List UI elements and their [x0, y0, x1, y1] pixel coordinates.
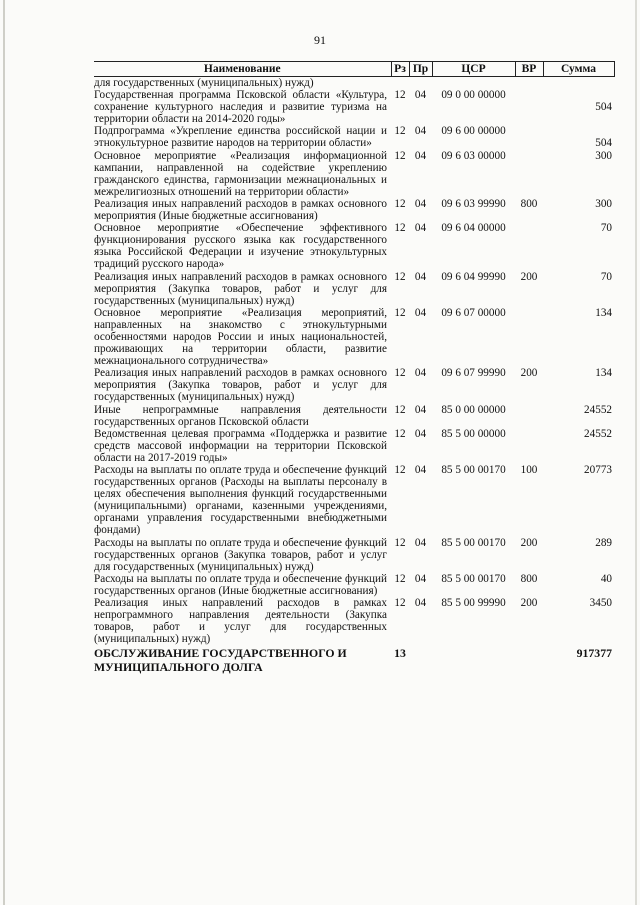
row-vr [515, 125, 543, 149]
header-rz: Рз [391, 62, 409, 77]
section-vr [515, 645, 543, 674]
row-csr: 85 5 00 00000 [441, 427, 506, 440]
row-name: Основное мероприятие «Обеспечение эффективного функционирования русского языка как государственного языка Российской Федерации и изучение этнокультурных традиций русского народа» [94, 222, 387, 271]
table-row [94, 367, 614, 403]
row-csr: 85 5 00 00170 [441, 536, 506, 549]
row-rz: 12 [394, 89, 406, 102]
row-name: Основное мероприятие «Реализация информационной кампании, направленной на содействие укреплению гражданского единства, гармонизации межнациональных и межрелигиозных отношений на территории области» [94, 149, 387, 198]
row-pr: 04 [414, 125, 427, 138]
row-rz: 12 [394, 197, 406, 210]
section-pr [409, 645, 432, 674]
table-row [94, 77, 614, 90]
budget-table [94, 61, 615, 674]
row-name: для государственных (муниципальных) нужд) [94, 77, 314, 89]
row-vr: 200 [520, 597, 538, 610]
row-pr: 04 [414, 427, 427, 440]
header-csr: ЦСР [432, 62, 515, 77]
table-row [94, 89, 614, 125]
scan-left-edge [3, 0, 5, 905]
row-sum [543, 77, 614, 90]
row-pr [409, 77, 432, 90]
table-row [94, 428, 614, 464]
row-pr: 04 [414, 149, 427, 162]
header-sum: Сумма [543, 62, 614, 77]
row-vr [515, 77, 543, 90]
row-csr: 09 6 00 00000 [441, 125, 506, 138]
row-name: Реализация иных направлений расходов в рамках основного мероприятия (Иные бюджетные ассигнования) [94, 197, 387, 223]
row-rz: 12 [394, 536, 406, 549]
row-csr: 85 0 00 00000 [441, 403, 506, 416]
row-csr: 09 6 07 00000 [441, 306, 506, 319]
row-pr: 04 [414, 572, 427, 585]
row-rz: 12 [394, 367, 406, 380]
table-row [94, 271, 614, 307]
row-vr [515, 307, 543, 367]
row-pr: 04 [414, 403, 427, 416]
table-row [94, 404, 614, 428]
row-vr [515, 222, 543, 270]
row-pr: 04 [414, 597, 427, 610]
header-vr: ВР [515, 62, 543, 77]
row-pr: 04 [414, 89, 427, 102]
row-rz: 12 [394, 427, 406, 440]
row-rz: 12 [394, 270, 406, 283]
row-vr: 800 [520, 197, 538, 210]
table-header-row [94, 62, 614, 77]
table-row [94, 464, 614, 537]
row-rz [391, 77, 409, 90]
row-name: Основное мероприятие «Реализация мероприятий, направленных на знакомство с этнокультурными особенностями народов России и иных национальностей, проживающих на территории области, развитие межнационального сотрудничества» [94, 306, 387, 368]
row-sum: 504 [595, 137, 612, 150]
table-row [94, 573, 614, 597]
row-rz: 12 [394, 464, 406, 476]
row-vr [515, 428, 543, 464]
row-csr: 85 5 00 00170 [441, 464, 506, 476]
row-sum: 300 [595, 149, 612, 162]
section-title: ОБСЛУЖИВАНИЕ ГОСУДАРСТВЕННОГО И МУНИЦИПАЛЬНОГО ДОЛГА [94, 646, 347, 674]
section-total-row [94, 645, 614, 674]
row-pr: 04 [414, 306, 427, 319]
row-sum: 3450 [589, 597, 612, 610]
row-vr: 200 [520, 270, 538, 283]
row-name: Расходы на выплаты по оплате труда и обеспечение функций государственных органов (Иные бюджетные ассигнования) [94, 572, 387, 597]
row-sum: 134 [595, 306, 612, 319]
row-name: Реализация иных направлений расходов в рамках основного мероприятия (Закупка товаров, работ и услуг для государственных (муниципальных) нужд) [94, 367, 387, 404]
row-vr [515, 150, 543, 198]
row-pr: 04 [414, 464, 427, 476]
row-vr: 200 [520, 367, 538, 380]
row-csr: 09 0 00 00000 [441, 89, 506, 102]
row-pr: 04 [414, 536, 427, 549]
header-pr: Пр [409, 62, 432, 77]
row-name: Ведомственная целевая программа «Поддержка и развитие средств массовой информации на территории Псковской области на 2017-2019 годы» [94, 427, 387, 464]
row-sum: 20773 [584, 464, 612, 476]
row-rz: 12 [394, 572, 406, 585]
row-sum: 289 [595, 536, 612, 549]
table-row [94, 198, 614, 222]
row-csr: 09 6 07 99990 [441, 367, 506, 380]
row-pr: 04 [414, 367, 427, 380]
row-csr: 85 5 00 99990 [441, 597, 506, 610]
row-vr [515, 89, 543, 125]
row-sum: 24552 [584, 427, 612, 440]
row-csr: 85 5 00 00170 [441, 572, 506, 585]
row-sum: 70 [600, 222, 612, 235]
table-row [94, 125, 614, 149]
row-pr: 04 [414, 197, 427, 210]
row-sum: 300 [595, 197, 612, 210]
row-name: Расходы на выплаты по оплате труда и обеспечение функций государственных органов (Расходы на выплаты персоналу в целях обеспечения выполнения функций государственными (муниципальными) органами, казенными учреждениями, органами управления государственными внебюджетными фондами) [94, 464, 387, 537]
section-csr [432, 645, 515, 674]
row-name: Реализация иных направлений расходов в рамках основного мероприятия (Закупка товаров, работ и услуг для государственных (муниципальных) нужд) [94, 270, 387, 307]
row-name: Подпрограмма «Укрепление единства российской нации и этнокультурное развитие народов на территории области» [94, 125, 387, 150]
table-row [94, 307, 614, 367]
row-rz: 12 [394, 597, 406, 610]
header-name: Наименование [94, 62, 391, 77]
row-vr: 200 [520, 536, 538, 549]
page-number: 91 [314, 33, 326, 47]
row-sum: 24552 [584, 403, 612, 416]
row-rz: 12 [394, 403, 406, 416]
row-pr: 04 [414, 270, 427, 283]
row-name: Государственная программа Псковской области «Культура, сохранение культурного наследия и развитие туризма на территории области на 2014-2020 годы» [94, 89, 387, 126]
row-rz: 12 [394, 306, 406, 319]
row-sum: 134 [595, 367, 612, 380]
row-rz: 12 [394, 222, 406, 235]
row-csr [432, 77, 515, 90]
row-sum: 40 [600, 572, 612, 585]
row-vr: 800 [520, 572, 538, 585]
row-vr: 100 [520, 464, 538, 476]
row-rz: 12 [394, 125, 406, 138]
table-row [94, 222, 614, 270]
row-csr: 09 6 03 00000 [441, 149, 506, 162]
scan-right-edge [635, 0, 637, 905]
row-name: Расходы на выплаты по оплате труда и обеспечение функций государственных органов (Закупка товаров, работ и услуг для государственных (муниципальных) нужд) [94, 536, 387, 573]
row-name: Иные непрограммные направления деятельности государственных органов Псковской области [94, 403, 387, 428]
row-name: Реализация иных направлений расходов в рамках непрограммного направления деятельности (Закупка товаров, работ и услуг для государственных (муниципальных) нужд) [94, 597, 387, 646]
row-sum: 504 [595, 101, 612, 114]
row-pr: 04 [414, 222, 427, 235]
row-csr: 09 6 03 99990 [441, 197, 506, 210]
table-row [94, 597, 614, 645]
row-csr: 09 6 04 99990 [441, 270, 506, 283]
section-sum: 917377 [576, 646, 612, 661]
row-vr [515, 404, 543, 428]
row-sum: 70 [600, 270, 612, 283]
table-row [94, 150, 614, 198]
row-rz: 12 [394, 149, 406, 162]
table-row [94, 537, 614, 573]
section-rz: 13 [394, 646, 406, 661]
row-csr: 09 6 04 00000 [441, 222, 506, 235]
